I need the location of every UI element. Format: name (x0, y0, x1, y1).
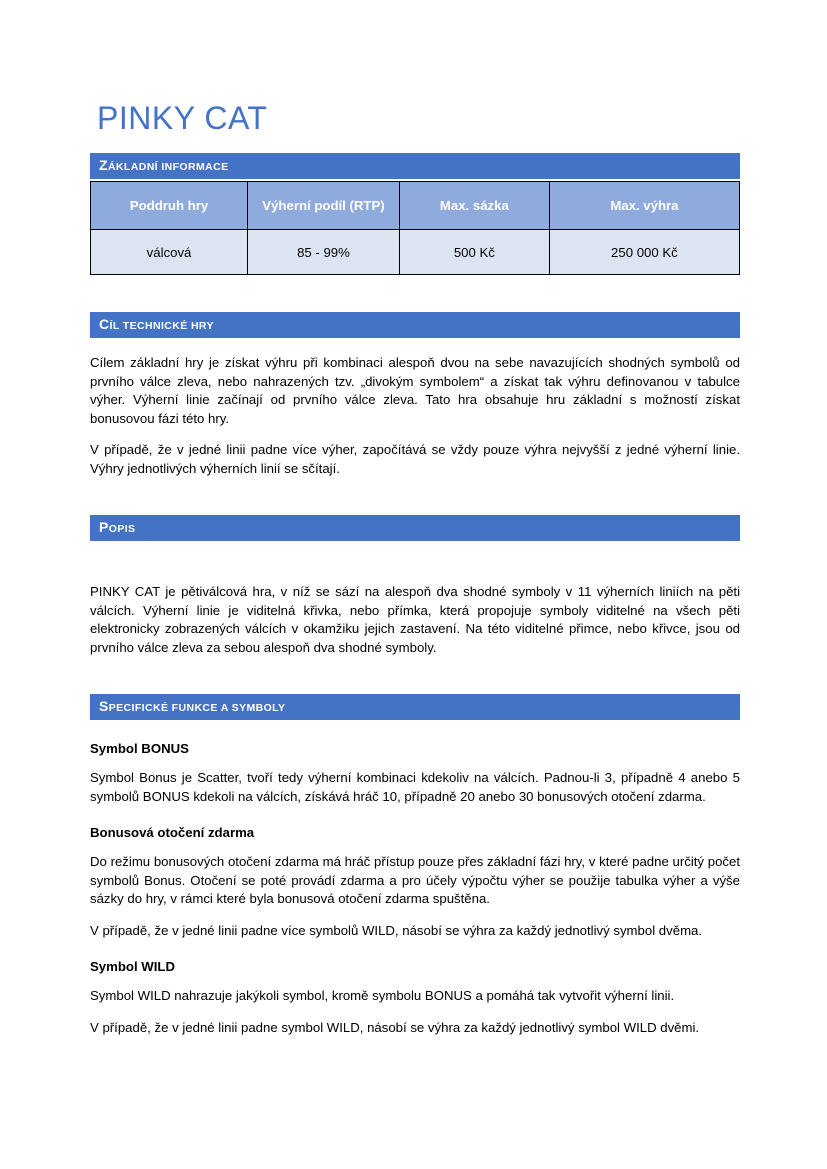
page-title: PINKY CAT (97, 100, 268, 136)
table-cell-poddruh: válcová (91, 230, 248, 275)
paragraph: V případě, že v jedné linii padne více výher, započítává se vždy pouze výhra nejvyšší z jedné výherní linie. Výhry jednotlivých výherních linií se sčítají. (90, 442, 740, 476)
section-header-label: ZÁKLADNÍ INFORMACE (99, 157, 229, 174)
document-page (90, 99, 740, 1037)
table-cell-max-vyhra: 250 000 Kč (549, 230, 739, 275)
section-header-features (90, 694, 740, 720)
table-header-cell-max-sazka: Max. sázka (399, 182, 549, 230)
table-header-cell-rtp: Výherní podíl (RTP) (248, 182, 400, 230)
table-cell-max-sazka: 500 Kč (399, 230, 549, 275)
section-goal-body (90, 354, 740, 478)
section-features-body (90, 741, 740, 1037)
subheading-symbol-wild: Symbol WILD (90, 959, 175, 975)
section-features (90, 694, 740, 1037)
paragraph: Cílem základní hry je získat výhru při kombinaci alespoň dvou na sebe navazujících shodných symbolů od prvního válce zleva, nebo nahrazených tzv. „divokým symbolem“ a získat tak výhru definovanou v tabulce výher. Výherní linie začínají od prvního válce zleva. Tato hra obsahuje hru základní s možností získat bonusovou fázi této hry. (90, 355, 740, 426)
subheading-symbol-bonus: Symbol BONUS (90, 741, 189, 757)
section-header-basic-info (90, 153, 740, 179)
paragraph: V případě, že v jedné linii padne symbol WILD, násobí se výhra za každý jednotlivý symbol WILD dvěmi. (90, 1019, 700, 1035)
section-goal (90, 312, 740, 478)
paragraph: Symbol Bonus je Scatter, tvoří tedy výherní kombinaci kdekoliv na válcích. Padnou-li 3, případně 4 anebo 5 symbolů BONUS kdekoli na válcích, získává hráč 10, případně 20 anebo 30 bonusových otočení zdarma. (90, 770, 740, 804)
table-row (91, 230, 740, 275)
basic-info-table (90, 181, 740, 275)
table-cell-rtp: 85 - 99% (248, 230, 400, 275)
table-header-row (91, 182, 740, 230)
paragraph: Do režimu bonusových otočení zdarma má hráč přístup pouze přes základní fázi hry, v které padne určitý počet symbolů Bonus. Otočení se poté provádí zdarma a pro účely výpočtu výher se použije tabulka výher a výše sázky do hry, v rámci které byla bonusová otočení zdarma spuštěna. (90, 854, 740, 907)
section-header-description (90, 515, 740, 541)
paragraph: PINKY CAT je pětiválcová hra, v níž se sází na alespoň dva shodné symboly v 11 výherních liniích na pěti válcích. Výherní linie je viditelná křivka, nebo přímka, která propojuje symboly viditelné na všech pěti elektronicky zobrazených válcích v okamžiku jejich zastavení. Na této viditelné přimce, nebo křivce, jsou od prvního válce zleva za sebou alespoň dva shodné symboly. (90, 584, 740, 655)
table-header-cell-poddruh: Poddruh hry (91, 182, 248, 230)
section-header-label: POPIS (99, 519, 136, 536)
section-description (90, 515, 740, 657)
section-header-goal (90, 312, 740, 338)
table-header-cell-max-vyhra: Max. výhra (549, 182, 739, 230)
section-header-label: SPECIFICKÉ FUNKCE A SYMBOLY (99, 698, 286, 715)
paragraph: V případě, že v jedné linii padne více symbolů WILD, násobí se výhra za každý jednotlivý symbol dvěma. (90, 922, 703, 938)
section-basic-info (90, 153, 740, 275)
paragraph: Symbol WILD nahrazuje jakýkoli symbol, kromě symbolu BONUS a pomáhá tak vytvořit výherní linii. (90, 988, 675, 1004)
subheading-bonusova-otoceni: Bonusová otočení zdarma (90, 825, 255, 841)
section-description-body (90, 583, 740, 657)
section-header-label: CÍL TECHNICKÉ HRY (99, 316, 214, 333)
